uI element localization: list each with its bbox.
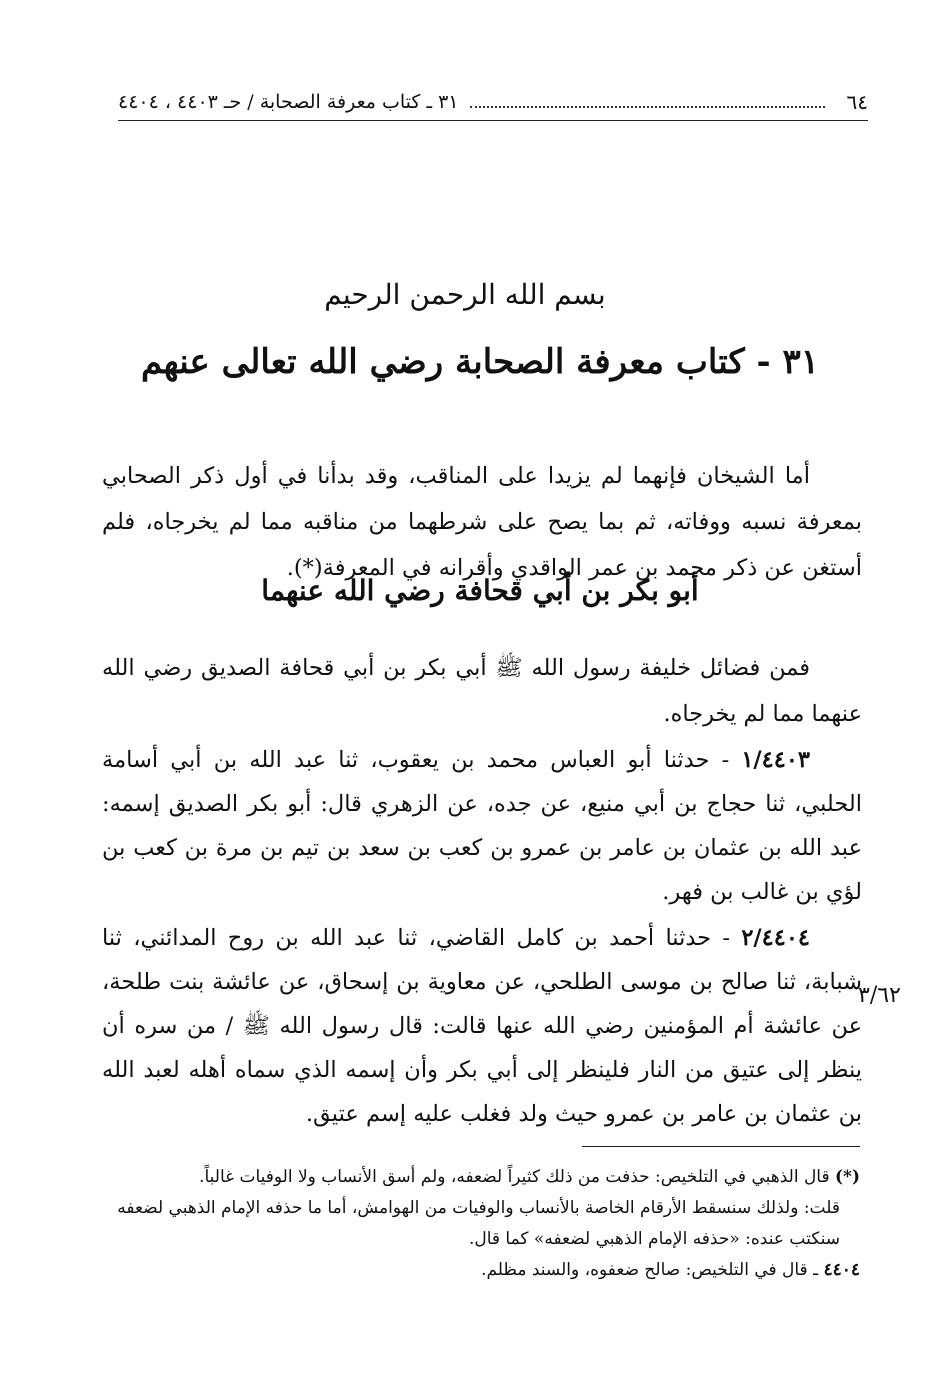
hadith-text: - حدثنا أحمد بن كامل القاضي، ثنا عبد الله بن روح المدائني، ثنا شبابة، ثنا صالح بن موسى الطلحي، عن معاوية بن إسحاق، عن عائشة بنت طلحة، عن عائشة أم المؤمنين رضي الله عنها قالت: قال رسول الله ﷺ / من سره أن ينظر إلى عتيق من النار فلينظر إلى أبي بكر وأن إسمه الذي سماه أهله لعبد الله بن عثمان بن عامر بن عمرو حيث ولد فغلب عليه إسم عتيق. (102, 924, 862, 1127)
hadith-text: - حدثنا أبو العباس محمد بن يعقوب، ثنا عبد الله بن أبي أسامة الحلبي، ثنا حجاج بن أبي منيع، عن جده، عن الزهري قال: أبو بكر الصديق إسمه: عبد الله بن عثمان بن عامر بن عمرو بن كعب بن سعد بن تيم بن مرة بن كعب بن لؤي بن غالب بن فهر. (102, 746, 862, 905)
section-title: أبو بكر بن أبي قحافة رضي الله عنهما (261, 574, 699, 607)
hadith-number: ٢/٤٤٠٤ (741, 924, 810, 951)
running-header (118, 84, 868, 121)
section-intro: فمن فضائل خليفة رسول الله ﷺ أبي بكر بن أبي قحافة الصديق رضي الله عنهما مما لم يخرجاه. (102, 654, 862, 727)
intro-paragraph: أما الشيخان فإنهما لم يزيدا على المناقب، وقد بدأنا في أول ذكر الصحابي بمعرفة نسبه ووفاته، ثم بما يصح على شرطهما من مناقبه مما لم يخرجاه، فلم أستغن عن ذكر محمد بن عمر الواقدي وأقرانه في المعرفة(*). (102, 462, 862, 581)
footnote-divider (582, 1146, 860, 1147)
hadith-paragraph (102, 738, 862, 914)
margin-reference: ٣/٦٢ (858, 983, 901, 1008)
hadith-paragraph (102, 916, 862, 1136)
footnotes (108, 1162, 860, 1286)
chapter-title: ٣١ - كتاب معرفة الصحابة رضي الله تعالى عنهم (141, 342, 819, 382)
page-number: ٦٤ (846, 90, 868, 114)
footnote-mark: ٤٤٠٤ (823, 1260, 860, 1280)
basmala: بسم الله الرحمن الرحيم (324, 278, 606, 311)
header-leader-dots (470, 96, 824, 108)
hadith-number: ١/٤٤٠٣ (741, 746, 810, 773)
footnote-text: قال الذهبي في التلخيص: حذفت من ذلك كثيراً لضعفه، ولم أسق الأنساب ولا الوفيات غالباً. (199, 1167, 836, 1187)
footnote-mark: (*) (835, 1167, 860, 1187)
footnote (108, 1255, 860, 1286)
footnote-text: ـ قال في التلخيص: صالح ضعفوه، والسند مظلم. (481, 1260, 824, 1280)
footnote (108, 1162, 860, 1193)
running-title: ٣١ ـ كتاب معرفة الصحابة / حـ ٤٤٠٣ ، ٤٤٠٤ (118, 91, 459, 113)
footnote-note: قلت: ولذلك سنسقط الأرقام الخاصة بالأنساب والوفيات من الهوامش، أما ما حذفه الإمام الذهبي لضعفه سنكتب عنده: «حذفه الإمام الذهبي لضعفه» كما قال. (117, 1198, 840, 1249)
